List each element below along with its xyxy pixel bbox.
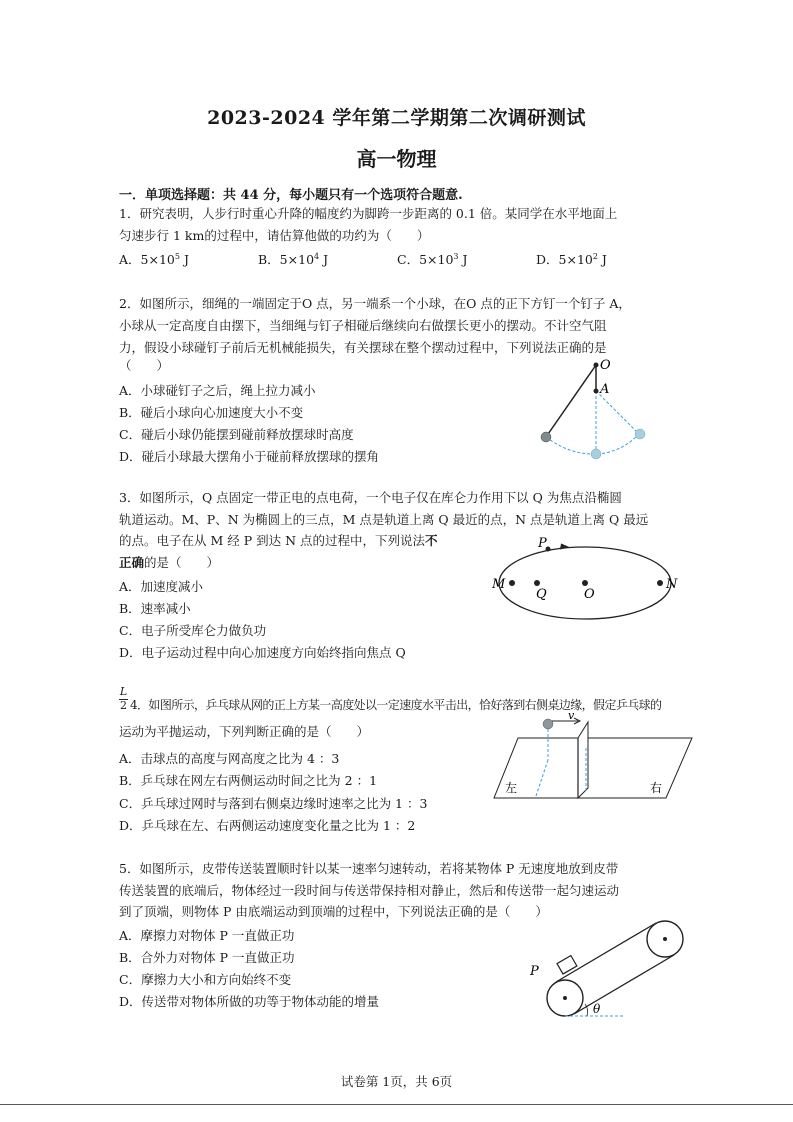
q5-option-c: C．摩擦力大小和方向始终不变 [119,972,292,987]
footer-rule [0,1104,793,1105]
point-o [582,580,588,586]
q2-line4: （ ） [119,358,170,373]
q2-line1: 2．如图所示，细绳的一端固定于O 点，另一端系一个小球，在O 点的正下方钉一个钉子 A， [119,296,631,311]
section-heading: 一．单项选择题：共 44 分，每小题只有一个选项符合题意. [119,188,463,203]
q4-option-a: A．击球点的高度与网高度之比为 4 ：3 [119,751,340,766]
ping-pong-ball [543,719,553,729]
top-axle [663,937,667,941]
label-v: v [568,709,575,722]
q4-option-d: D．乒乓球在左、右两侧运动速度变化量之比为 1 ：2 [119,818,416,833]
q4-line2: 运动为平抛运动，下列判断正确的是（ ） [119,724,370,739]
label-n: N [666,577,678,592]
label-a: A [600,382,610,397]
point-o [594,363,599,368]
q2-option-c: C．碰后小球仍能摆到碰前释放摆球时高度 [119,427,354,442]
q1-option-c: C．$5\times 10^3$ J [397,251,468,267]
pendulum-string [546,365,596,437]
q1-line2: 匀速步行 1 km的过程中，请估算他做的功约为（ ） [119,228,430,243]
q4-option-c: C．乒乓球过网时与落到右侧桌边缘时速率之比为 1 ：3 [119,796,428,811]
q2-option-d: D．碰后小球最大摆角小于碰前释放摆球的摆角 [119,449,380,464]
q2-line2: 小球从一定高度自由摆下，当细绳与钉子相碰后继续向右做摆长更小的摆动。不计空气阻 [119,318,607,333]
ball-left [541,432,551,442]
q1-option-b: B．$5\times 10^4$ J [258,251,329,267]
short-string-dashed [596,391,638,433]
label-m: M [492,577,506,592]
q2-line3: 力，假设小球碰钉子前后无机械能损失，有关摆球在整个摆动过程中，下列说法正确的是 [119,340,607,355]
label-p: P [530,964,539,979]
q1-option-a: A．$5\times 10^5$ J [119,251,189,267]
q3-option-c: C．电子所受库仑力做负功 [119,623,267,638]
q3-option-a: A．加速度减小 [119,579,204,594]
belt-upper [556,923,656,982]
q5-option-a: A．摩擦力对物体 P 一直做正功 [119,928,295,943]
page-footer: 试卷第 1页，共 6页 [340,1074,453,1089]
ball-drop-line-2 [536,760,548,796]
label-o: O [600,358,611,373]
q2-option-b: B．碰后小球向心加速度大小不变 [119,405,304,420]
q3-option-d: D．电子运动过程中向心加速度方向始终指向焦点 Q [119,645,406,660]
exam-title: 2023-2024 学年第二学期第二次调研测试 [207,107,586,129]
point-n [657,580,663,586]
table-top [494,738,692,798]
q4-option-b: B．乒乓球在网左右两侧运动时间之比为 2 ：1 [119,773,378,788]
q5-line2: 传送装置的底端后，物体经过一段时间与传送带保持相对静止，然后和传送带一起匀速运动 [119,883,620,898]
q2-option-a: A．小球碰钉子之后，绳上拉力减小 [119,383,316,398]
label-p: P [538,536,547,551]
q5-option-b: B．合外力对物体 P 一直做正功 [119,950,295,965]
q3-option-b: B．速率减小 [119,601,191,616]
table-tennis-figure [490,708,695,803]
q3-line2: 轨道运动。M、P、N 为椭圆上的三点，M 点是轨道上离 Q 最近的点，N 点是轨道上离 Q 最远 [119,512,649,527]
ball-bottom [591,449,601,459]
label-o: O [584,587,595,602]
nail-a [594,389,599,394]
bottom-axle [563,996,567,1000]
q3-line4: 正确的是（ ） [119,555,220,570]
belt-lower [574,955,674,1014]
q1-option-d: D．$5\times 10^2$ J [536,251,607,267]
point-q [534,580,540,586]
ellipse-orbit-figure [488,533,688,623]
q1-line1: 1．研究表明，人步行时重心升降的幅度约为脚跨一步距离的 0.1 倍。某同学在水平地面上 [119,206,618,221]
q3-line1: 3．如图所示，Q 点固定一带正电的点电荷，一个电子仅在库仑力作用下以 Q 为焦点沿椭圆 [119,490,622,505]
point-m [509,580,515,586]
label-left: 左 [505,781,518,795]
q3-line3: 的点。电子在从 M 经 P 到达 N 点的过程中，下列说法不 [119,533,438,548]
subject-title: 高一物理 [356,147,437,171]
pendulum-figure [530,355,660,465]
ball-right [635,429,645,439]
q4-line1: 4．如图所示，乒乓球从网的正上方某一高度处以一定速度水平击出，恰好落到右侧桌边缘，假定乒乓球的 [130,698,662,712]
q5-line1: 5．如图所示，皮带传送装置顺时针以某一速率匀速转动，若将某物体 P 无速度地放到皮带 [119,861,619,876]
q5-line3: 到了顶端，则物体 P 由底端运动到顶端的过程中，下列说法正确的是（ ） [119,904,548,919]
conveyor-belt-figure [525,912,695,1024]
label-right: 右 [650,781,663,795]
q4-fraction: L 2 [119,685,128,712]
label-q: Q [536,587,547,602]
label-theta: θ [593,1002,601,1016]
q5-option-d: D．传送带对物体所做的功等于物体动能的增量 [119,994,380,1009]
